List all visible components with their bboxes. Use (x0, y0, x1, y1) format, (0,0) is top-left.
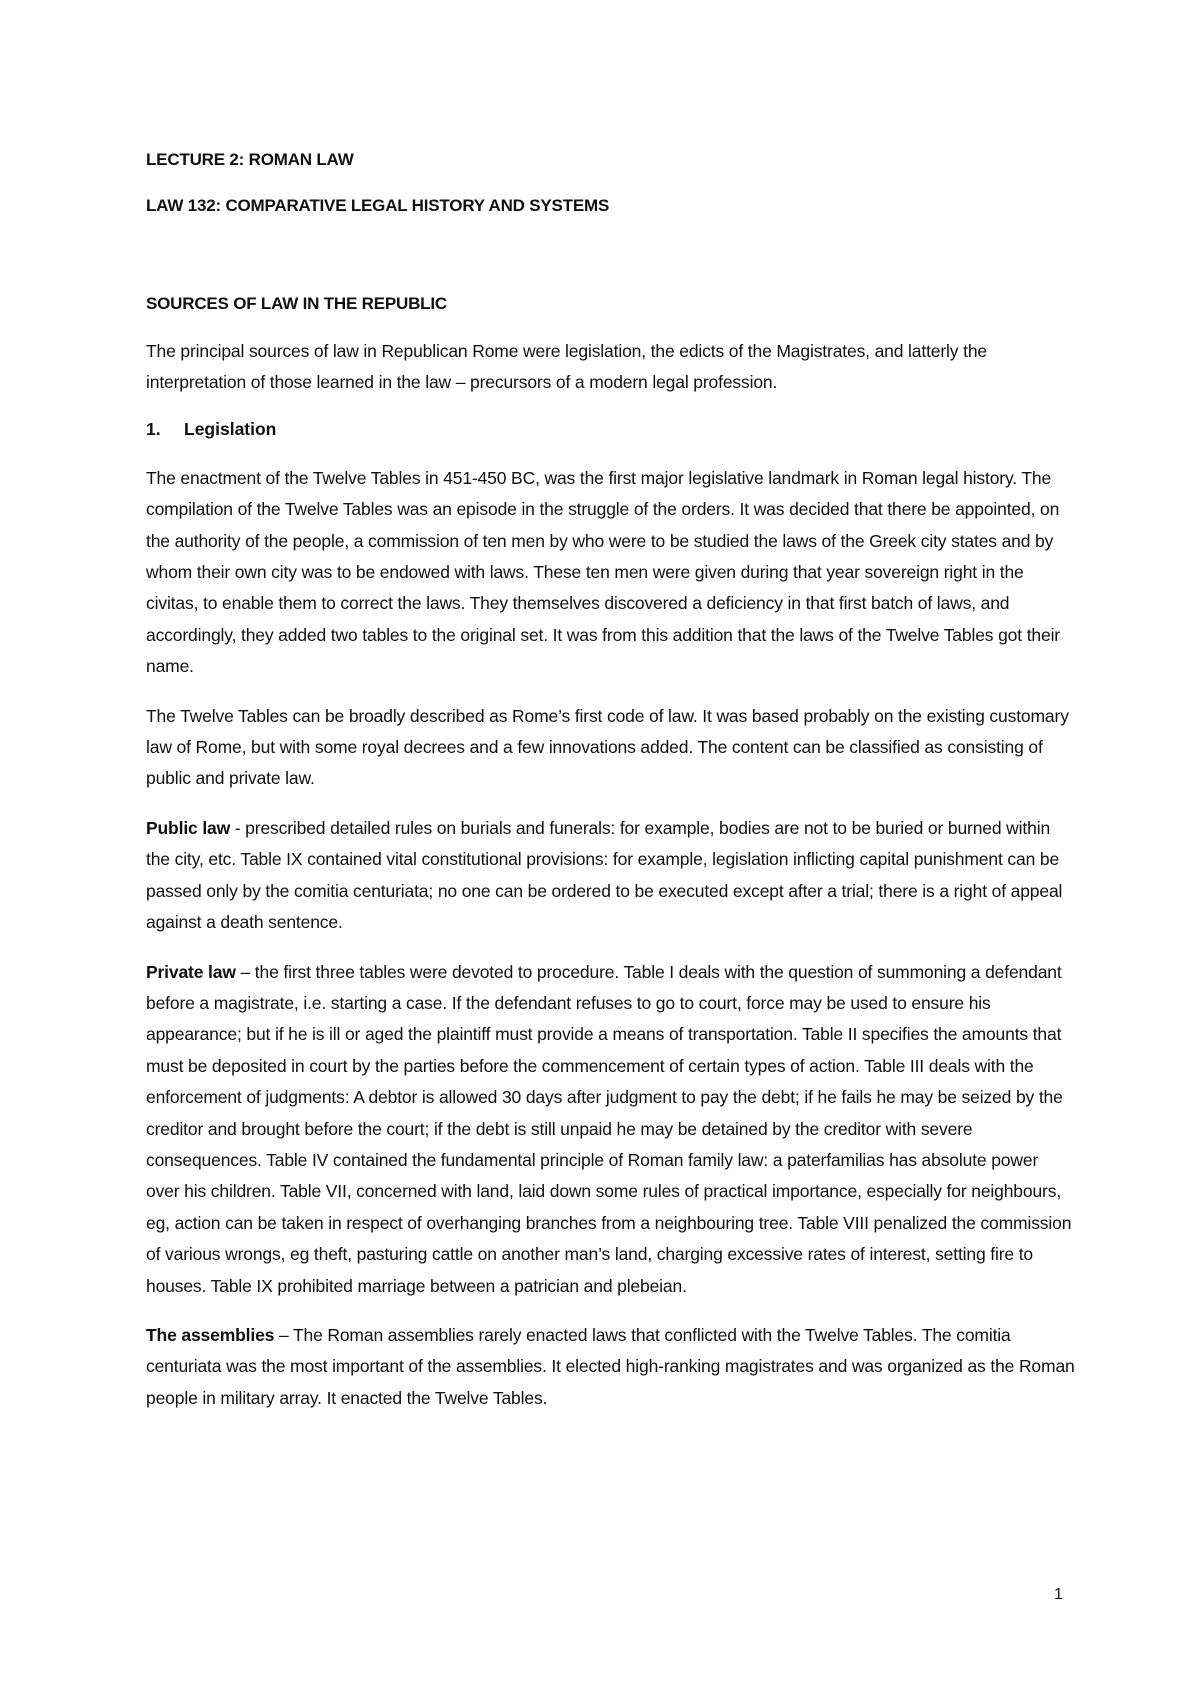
legislation-heading (146, 417, 1076, 441)
twelve-tables-paragraph: The enactment of the Twelve Tables in 451-450 BC, was the first major legislative landmark in Roman legal history. The compilation of the Twelve Tables was an episode in the struggle of the orders. It was decided that there be appointed, on the authority of the people, a commission of ten men by who were to be studied the laws of the Greek city states and by whom their own city was to be endowed with laws. These ten men were given during that year sovereign right in the civitas, to enable them to correct the laws. They themselves discovered a deficiency in that first batch of laws, and accordingly, they added two tables to the original set. It was from this addition that the laws of the Twelve Tables got their name. (146, 467, 1060, 677)
course-title: LAW 132: COMPARATIVE LEGAL HISTORY AND SYSTEMS (146, 196, 610, 215)
public-law-label: Public law (146, 817, 231, 838)
section-title: SOURCES OF LAW IN THE REPUBLIC (146, 294, 447, 313)
public-law-text: - prescribed detailed rules on burials and funerals: for example, bodies are not to be buried or burned within the city, etc. Table IX contained vital constitutional provisions: for example, legislation inflicting capital punishment can be passed only by the comitia centuriata; no one can be ordered to be executed except after a trial; there is a right of appeal against a death sentence. (146, 817, 1063, 933)
legislation-title: Legislation (184, 418, 277, 439)
public-law-paragraph (146, 813, 1076, 939)
intro-paragraph: The principal sources of law in Republican Rome were legislation, the edicts of the Magistrates, and latterly the interpretation of those learned in the law – precursors of a modern legal profession. (146, 341, 987, 393)
assemblies-text: – The Roman assemblies rarely enacted laws that conflicted with the Twelve Tables. The comitia centuriata was the most important of the assemblies. It elected high-ranking magistrates and was organized as the Roman people in military array. It enacted the Twelve Tables. (146, 1324, 1075, 1408)
code-of-law-paragraph: The Twelve Tables can be broadly described as Rome’s first code of law. It was based probably on the existing customary law of Rome, but with some royal decrees and a few innovations added. The content can be classified as consisting of public and private law. (146, 705, 1069, 789)
private-law-paragraph (146, 957, 1076, 1302)
private-law-label: Private law (146, 961, 236, 982)
lecture-title: LECTURE 2: ROMAN LAW (146, 150, 354, 169)
page-number: 1 (1054, 1586, 1063, 1603)
list-number: 1. (146, 418, 161, 439)
assemblies-label: The assemblies (146, 1324, 275, 1345)
page-content (146, 148, 1076, 1432)
assemblies-paragraph (146, 1320, 1076, 1414)
private-law-text: – the first three tables were devoted to procedure. Table I deals with the question of summoning a defendant before a magistrate, i.e. starting a case. If the defendant refuses to go to court, force may be used to ensure his appearance; but if he is ill or aged the plaintiff must provide a means of transportation. Table II specifies the amounts that must be deposited in court by the parties before the commencement of certain types of action. Table III deals with the enforcement of judgments: A debtor is allowed 30 days after judgment to pay the debt; if he fails he may be seized by the creditor and brought before the court; if the debt is still unpaid he may be detained by the creditor with severe consequences. Table IV contained the fundamental principle of Roman family law: a paterfamilias has absolute power over his children. Table VII, concerned with land, laid down some rules of practical importance, especially for neighbours, eg, action can be taken in respect of overhanging branches from a neighbouring tree. Table VIII penalized the commission of various wrongs, eg theft, pasturing cattle on another man’s land, charging excessive rates of interest, setting fire to houses. Table IX prohibited marriage between a patrician and plebeian. (146, 961, 1072, 1296)
